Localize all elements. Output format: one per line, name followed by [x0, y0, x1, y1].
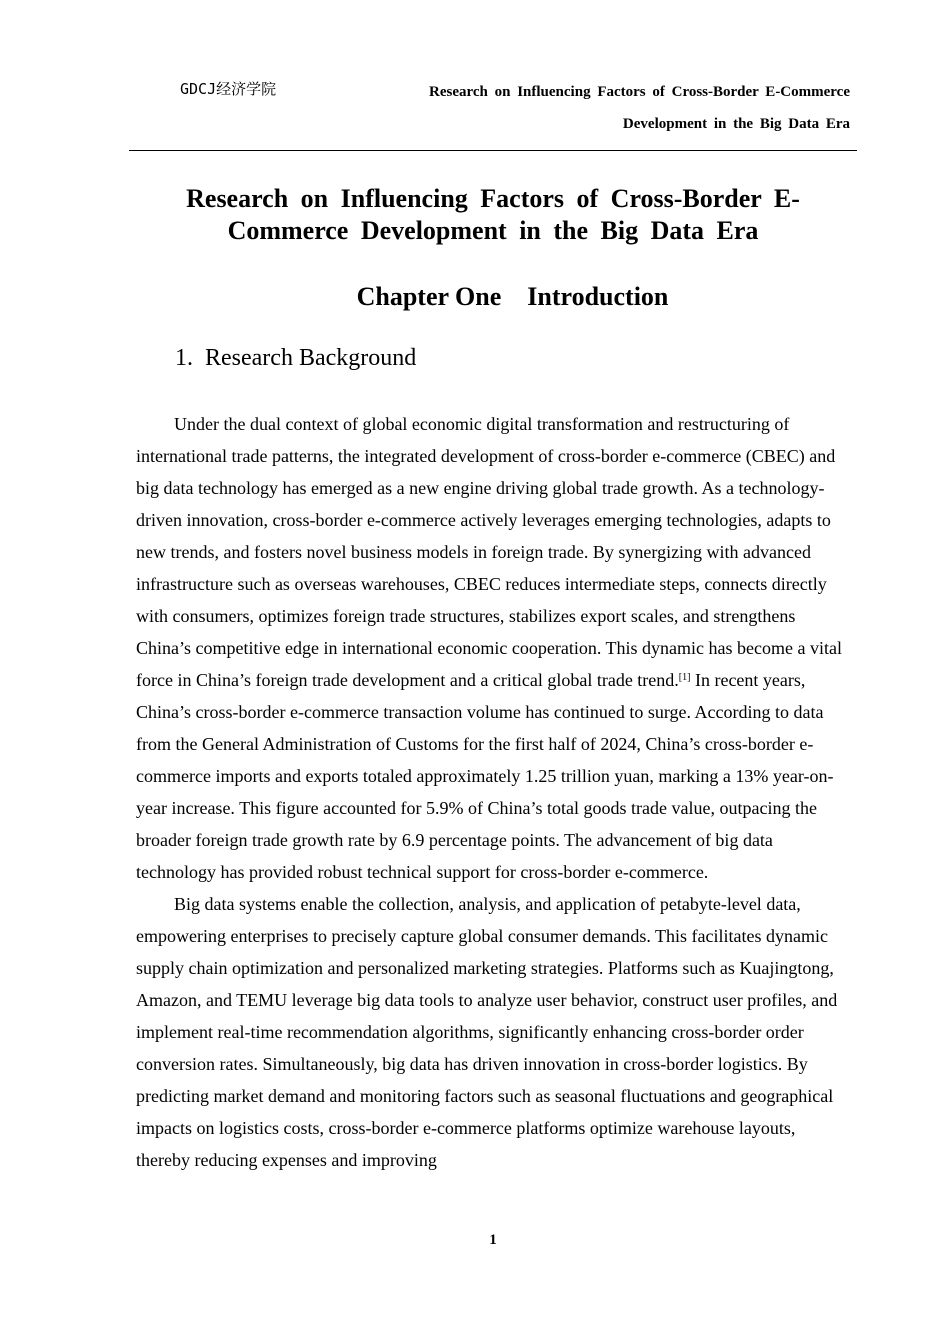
paragraph-1	[136, 408, 851, 888]
chapter-heading: Chapter One Introduction	[356, 282, 669, 311]
header-running-title: Research on Influencing Factors of Cross-Border E-Commerce Development in the Big Data Era	[429, 84, 850, 132]
header-divider	[129, 150, 857, 151]
body-text	[136, 408, 851, 1176]
paragraph-2: Big data systems enable the collection, analysis, and application of petabyte-level data, empowering enterprises to precisely capture global consumer demands. This facilitates dynamic supply chain optimization and personalized marketing strategies. Platforms such as Kuajingtong, Amazon, and TEMU leverage big data tools to analyze user behavior, construct user profiles, and implement real-time recommendation algorithms, significantly enhancing cross-border order conversion rates. Simultaneously, big data has driven innovation in cross-border logistics. By predicting market demand and monitoring factors such as seasonal fluctuations and geographical impacts on logistics costs, cross-border e-commerce platforms optimize warehouse layouts, thereby reducing expenses and improving	[136, 894, 838, 1170]
paragraph-1-part-b: In recent years, China’s cross-border e-commerce transaction volume has continued to surge. According to data from the General Administration of Customs for the first half of 2024, China’s cross-border e-commerce imports and exports totaled approximately 1.25 trillion yuan, marking a 13% year-on-year increase. This figure accounted for 5.9% of China’s total goods trade value, outpacing the broader foreign trade growth rate by 6.9 percentage points. The advancement of big data technology has provided robust technical support for cross-border e-commerce.	[136, 670, 834, 882]
header-school-name: GDCJ经济学院	[180, 80, 277, 98]
paragraph-1-part-a: Under the dual context of global economic digital transformation and restructuring of international trade patterns, the integrated development of cross-border e-commerce (CBEC) and big data technology has emerged as a new engine driving global trade growth. As a technology-driven innovation, cross-border e-commerce actively leverages emerging technologies, adapts to new trends, and fosters novel business models in foreign trade. By synergizing with advanced infrastructure such as overseas warehouses, CBEC reduces intermediate steps, connects directly with consumers, optimizes foreign trade structures, stabilizes export scales, and strengthens China’s competitive edge in international economic cooperation. This dynamic has become a vital force in China’s foreign trade development and a critical global trade trend.	[136, 414, 842, 690]
citation-1[interactable]: [1]	[678, 672, 691, 683]
page-number: 1	[489, 1232, 497, 1248]
document-title: Research on Influencing Factors of Cross-Border E-Commerce Development in the Big Data Era	[186, 184, 800, 245]
section-heading: 1. Research Background	[175, 345, 417, 371]
